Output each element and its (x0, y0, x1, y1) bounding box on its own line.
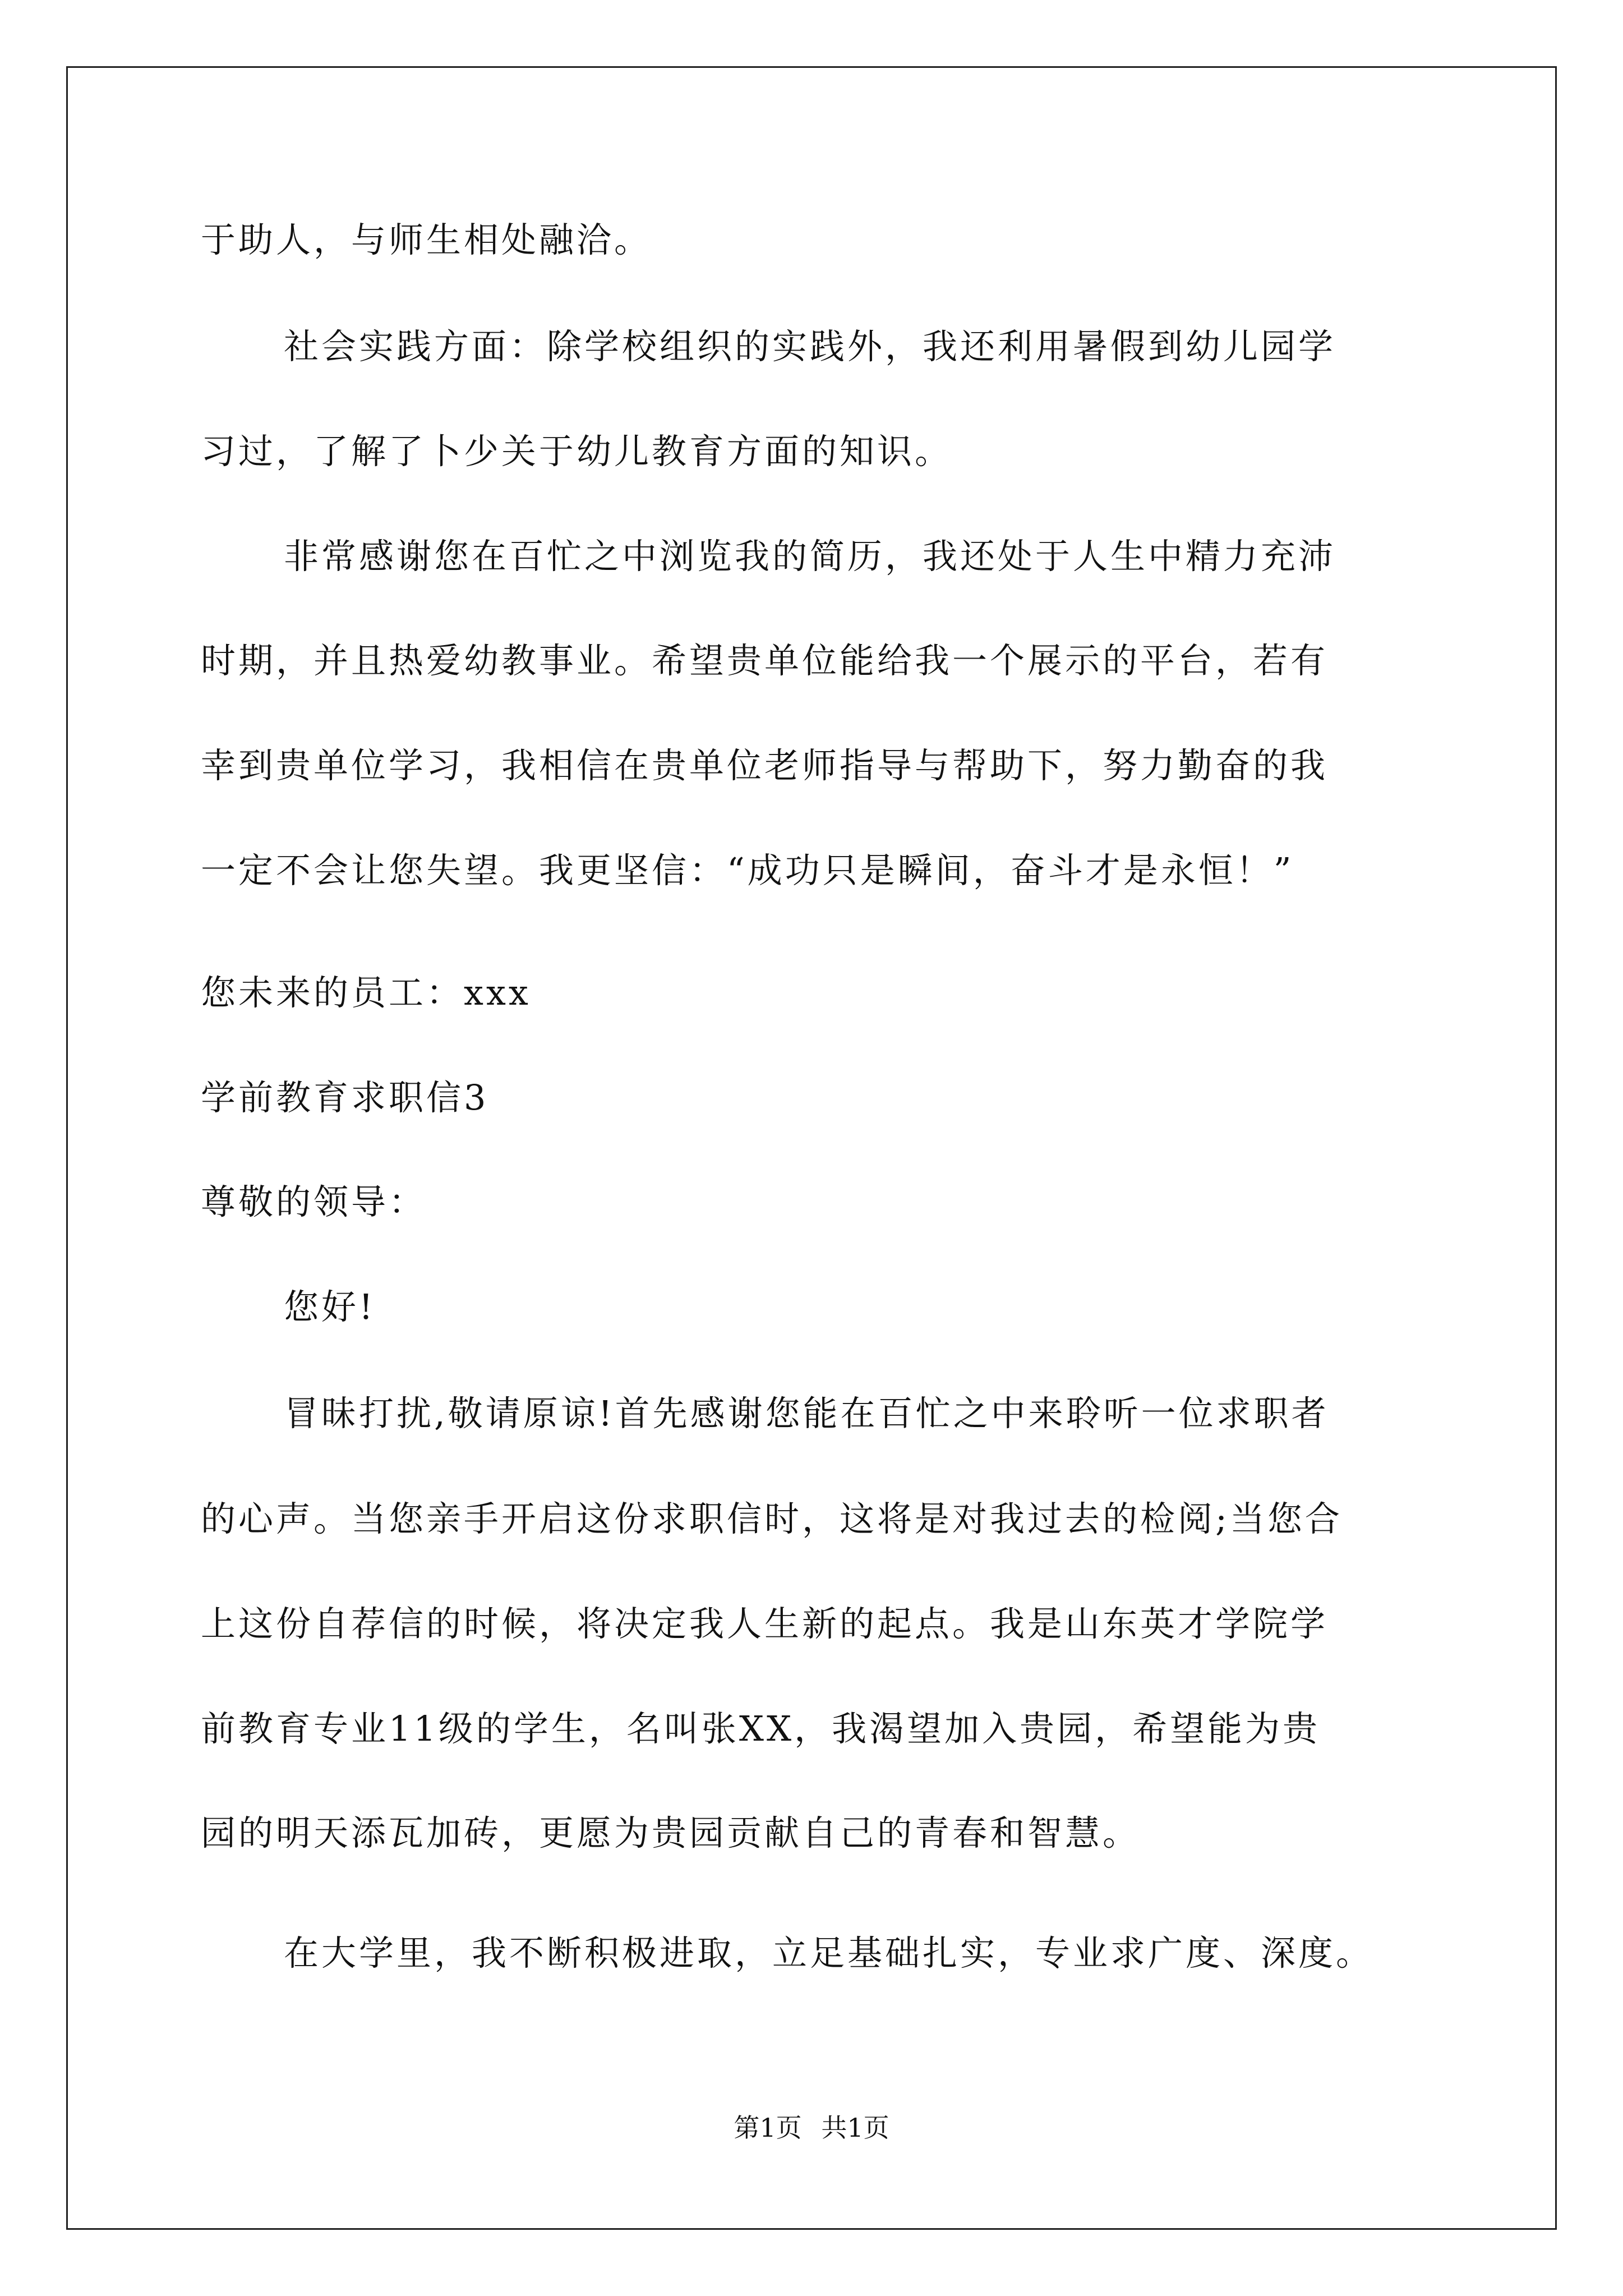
greeting: 您好! (284, 1286, 376, 1327)
text-line: 在大学里，我不断积极进取，立足基础扎实，专业求广度、深度。 (284, 1932, 1374, 1973)
text-line: 的心声。当您亲手开启这份求职信时，这将是对我过去的检阅;当您合 (201, 1498, 1343, 1539)
page-number: 第1页 (734, 2113, 802, 2143)
text-line: 上这份自荐信的时候，将决定我人生新的起点。我是山东英才学院学 (201, 1603, 1329, 1644)
text-line: 一定不会让您失望。我更坚信：“成功只是瞬间，奋斗才是永恒！” (201, 850, 1294, 891)
text-line: 冒昧打扰,敬请原谅!首先感谢您能在百忙之中来聆听一位求职者 (284, 1393, 1329, 1434)
section-heading: 学前教育求职信3 (201, 1077, 489, 1118)
text-line: 社会实践方面：除学校组织的实践外，我还利用暑假到幼儿园学 (284, 326, 1336, 367)
text-line: 幸到贵单位学习，我相信在贵单位老师指导与帮助下，努力勤奋的我 (201, 745, 1329, 786)
text-line: 于助人，与师生相处融洽。 (201, 219, 652, 260)
page-total: 共1页 (821, 2113, 889, 2143)
text-line: 园的明天添瓦加砖，更愿为贵园贡献自己的青春和智慧。 (201, 1812, 1141, 1853)
text-line: 非常感谢您在百忙之中浏览我的简历，我还处于人生中精力充沛 (284, 536, 1336, 577)
page-footer (0, 2111, 1623, 2145)
text-line: 习过，了解了卜少关于幼儿教育方面的知识。 (201, 431, 953, 472)
text-line: 您未来的员工：xxx (201, 972, 531, 1013)
salutation: 尊敬的领导： (201, 1181, 427, 1222)
text-line: 时期，并且热爱幼教事业。希望贵单位能给我一个展示的平台，若有 (201, 640, 1329, 681)
text-line: 前教育专业11级的学生，名叫张XX，我渴望加入贵园，希望能为贵 (201, 1708, 1321, 1749)
page-border (66, 66, 1557, 2230)
